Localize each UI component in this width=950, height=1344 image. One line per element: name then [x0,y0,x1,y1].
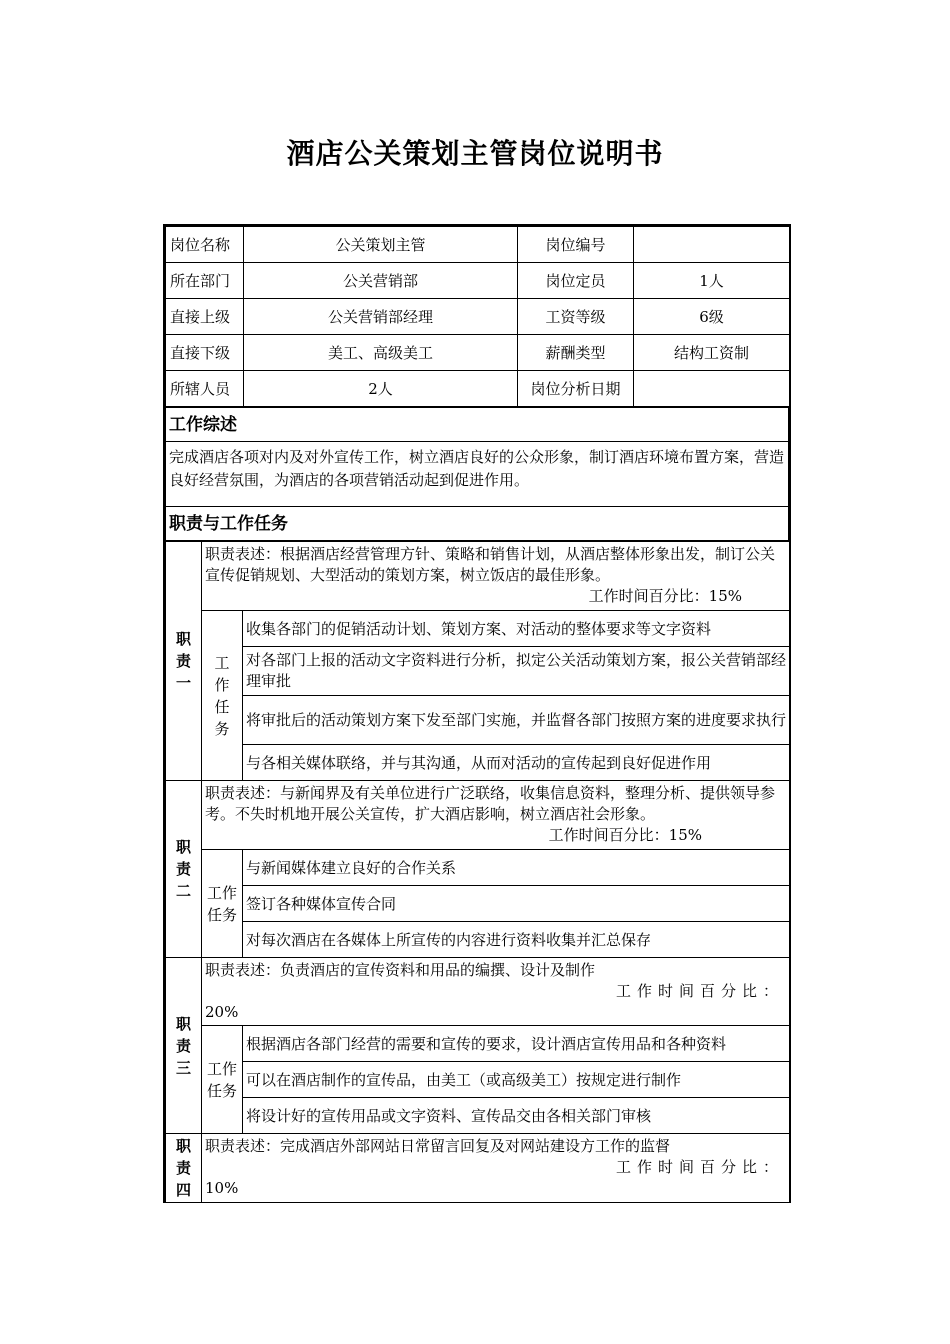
info-label: 岗位名称 [166,227,244,263]
duty-4-desc-row [166,1134,790,1203]
task-row [166,647,790,696]
info-row [166,263,790,299]
duty-3-label: 职责三 [166,958,202,1134]
duty-1-desc-row [166,542,790,611]
summary-heading: 工作综述 [166,408,789,442]
task-item: 与新闻媒体建立良好的合作关系 [243,850,790,886]
duties-heading: 职责与工作任务 [166,507,789,541]
work-time-percent-value: 10% [205,1179,239,1197]
duty-1-desc [202,542,790,611]
info-row [166,371,790,407]
task-row [166,850,790,886]
info-label: 直接上级 [166,299,244,335]
info-label: 薪酬类型 [518,335,634,371]
duty-4-label: 职责四 [166,1134,202,1203]
info-value: 结构工资制 [634,335,790,371]
task-item: 将审批后的活动策划方案下发至部门实施，并监督各部门按照方案的进度要求执行 [243,696,790,745]
info-label: 所辖人员 [166,371,244,407]
task-row [166,922,790,958]
info-value: 公关营销部 [244,263,518,299]
duty-3-desc [202,958,790,1026]
info-value: 1人 [634,263,790,299]
duty-desc-text: 职责表述：完成酒店外部网站日常留言回复及对网站建设方工作的监督 [205,1137,671,1155]
info-row [166,227,790,263]
summary-text: 完成酒店各项对内及对外宣传工作，树立酒店良好的公众形象，制订酒店环境布置方案，营造良好经营氛围，为酒店的各项营销活动起到促进作用。 [166,442,789,507]
task-label: 工作任务 [202,850,243,958]
task-item: 对每次酒店在各媒体上所宣传的内容进行资料收集并汇总保存 [243,922,790,958]
info-value [634,227,790,263]
work-time-percent: 工作时间百分比：15% [588,587,743,605]
duty-1-label: 职责一 [166,542,202,781]
info-value: 公关营销部经理 [244,299,518,335]
task-item: 收集各部门的促销活动计划、策划方案、对活动的整体要求等文字资料 [243,611,790,647]
duty-desc-text: 职责表述：负责酒店的宣传资料和用品的编撰、设计及制作 [205,961,596,979]
task-row [166,886,790,922]
info-label: 所在部门 [166,263,244,299]
info-value [634,371,790,407]
work-time-percent-label: 工作时间百分比： [616,982,785,1000]
duty-desc-text: 职责表述：与新闻界及有关单位进行广泛联络，收集信息资料，整理分析、提供领导参考。不失时机地开展公关宣传，扩大酒店影响，树立酒店社会形象。 [205,784,776,823]
task-row [166,611,790,647]
task-item: 将设计好的宣传用品或文字资料、宣传品交由各相关部门审核 [243,1098,790,1134]
task-item: 根据酒店各部门经营的需要和宣传的要求，设计酒店宣传用品和各种资料 [243,1026,790,1062]
page-title: 酒店公关策划主管岗位说明书 [286,137,664,170]
task-row [166,1098,790,1134]
task-row [166,745,790,781]
info-label: 工资等级 [518,299,634,335]
basic-info-table [165,226,790,407]
task-label: 工作任务 [202,611,243,781]
duties-table [165,541,790,1203]
duty-4-desc [202,1134,790,1203]
duty-2-desc-row [166,781,790,850]
info-row [166,299,790,335]
summary-table [165,407,789,541]
work-time-percent-value: 20% [205,1003,239,1021]
task-item: 可以在酒店制作的宣传品，由美工（或高级美工）按规定进行制作 [243,1062,790,1098]
task-item: 与各相关媒体联络，并与其沟通，从而对活动的宣传起到良好促进作用 [243,745,790,781]
task-item: 签订各种媒体宣传合同 [243,886,790,922]
duty-2-label: 职责二 [166,781,202,958]
info-label: 直接下级 [166,335,244,371]
work-time-percent: 工作时间百分比：15% [548,826,703,844]
task-row [166,1062,790,1098]
task-row [166,696,790,745]
info-value: 6级 [634,299,790,335]
info-value: 美工、高级美工 [244,335,518,371]
duty-desc-text: 职责表述：根据酒店经营管理方针、策略和销售计划，从酒店整体形象出发，制订公关宣传促销规划、大型活动的策划方案，树立饭店的最佳形象。 [205,545,776,584]
task-row [166,1026,790,1062]
info-label: 岗位编号 [518,227,634,263]
duty-2-desc [202,781,790,850]
info-label: 岗位定员 [518,263,634,299]
info-value: 2人 [244,371,518,407]
job-description-table [163,224,791,1203]
task-item: 对各部门上报的活动文字资料进行分析，拟定公关活动策划方案，报公关营销部经理审批 [243,647,790,696]
info-value: 公关策划主管 [244,227,518,263]
task-label: 工作任务 [202,1026,243,1134]
work-time-percent-label: 工作时间百分比： [616,1158,785,1176]
info-label: 岗位分析日期 [518,371,634,407]
info-row [166,335,790,371]
duty-3-desc-row [166,958,790,1026]
